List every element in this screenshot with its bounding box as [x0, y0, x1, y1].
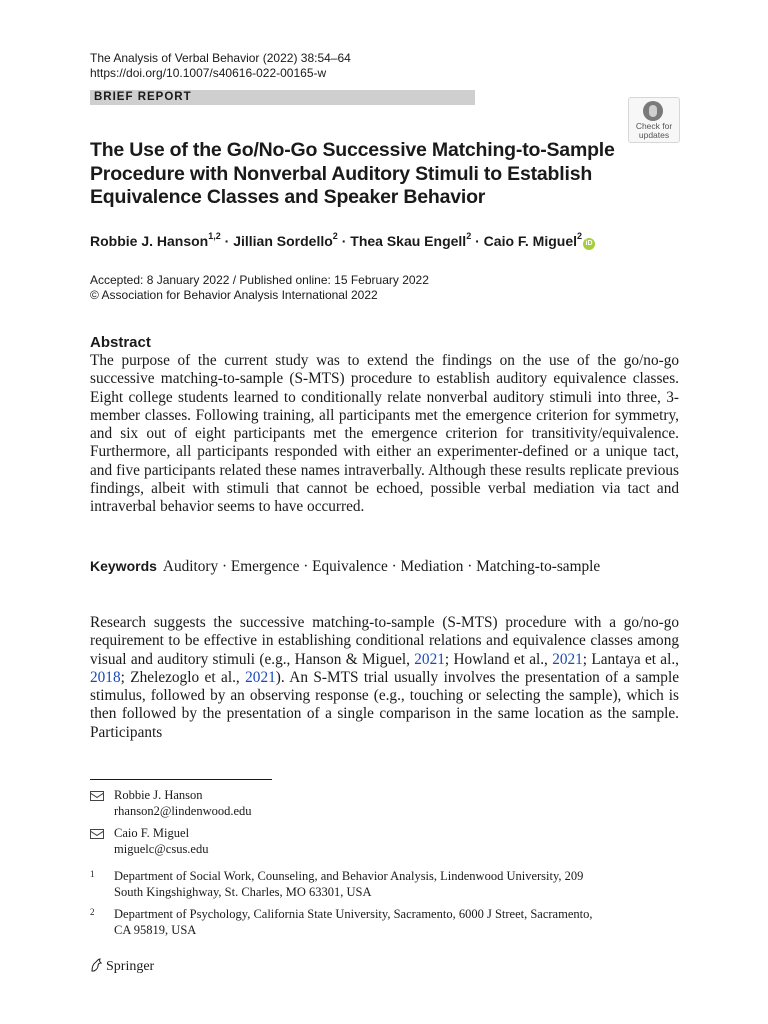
abstract-text: The purpose of the current study was to extend the findings on the use of the go/no-go successive matching-to-sample (S-MTS) procedure to establish auditory equivalence classes. Eight college students learned to conditionally relate nonverbal auditory stimuli into three, 3-member classes. Following training, all participants met the emergence criterion for symmetry, and six out of eight participants met the emergence criterion for transitivity/equivalence. Furthermore, all participants responded with either an experimenter-defined or a unique tact, and five participants related these names intraverbally. Although these results replicate previous findings, albeit with stimuli that cannot be echoed, possible verbal mediation via tact and intraverbal behavior seems to have occurred.	[90, 352, 679, 515]
author-name[interactable]: Thea Skau Engell	[350, 233, 467, 249]
author-separator: ·	[220, 233, 234, 249]
check-for-updates-badge[interactable]	[628, 97, 680, 143]
citation-link[interactable]: 2021	[552, 650, 583, 668]
publication-dates	[90, 273, 429, 303]
author-affiliation: 1,2	[208, 231, 221, 242]
orcid-icon[interactable]: iD	[583, 238, 595, 250]
contact-email[interactable]: rhanson2@lindenwood.edu	[114, 804, 252, 818]
contact-name: Caio F. Miguel	[114, 826, 190, 840]
abstract-heading: Abstract	[90, 334, 151, 351]
badge-text: Check for updates	[635, 121, 673, 140]
journal-header	[90, 51, 351, 81]
keywords	[90, 557, 600, 576]
publisher-name: Springer	[106, 959, 155, 974]
keywords-label: Keywords	[90, 558, 157, 574]
check-updates-icon	[643, 101, 663, 121]
author-separator: ·	[471, 233, 484, 249]
affiliation-1: Department of Social Work, Counseling, and Behavior Analysis, Lindenwood University, 209 South Kingshighway, St. Charles, MO 63301, USA	[114, 869, 584, 899]
doi-link[interactable]: https://doi.org/10.1007/s40616-022-00165-w	[90, 66, 327, 80]
affiliation-number: 1	[90, 869, 95, 879]
author-name[interactable]: Robbie J. Hanson	[90, 233, 209, 249]
article-title: The Use of the Go/No-Go Successive Matching-to-Sample Procedure with Nonverbal Auditory Stimuli to Establish Equivalence Classes and Speaker Behavior	[90, 139, 615, 208]
contact-name: Robbie J. Hanson	[114, 788, 203, 802]
author-affiliation: 2	[466, 231, 472, 242]
body-paragraph: Research suggests the successive matching-to-sample (S-MTS) procedure with a go/no-go requirement to be effective in establishing conditional relations and equivalence classes among visual and auditory stimuli (e.g., Hanson & Miguel, 2021; Howland et al., 2021; Lantaya et al., 2018; Zhelezoglo et al., 2021). An S-MTS trial usually involves the presentation of a sample stimulus, followed by an observing response (e.g., touching or selecting the sample), which is then followed by the presentation of a single comparison in the same location as the sample. Participants	[90, 614, 679, 741]
springer-horse-icon	[90, 958, 102, 972]
affiliation-2: Department of Psychology, California State University, Sacramento, 6000 J Street, Sacramento, CA 95819, USA	[114, 907, 593, 937]
author-affiliation: 2	[332, 231, 338, 242]
contact-author-2	[114, 825, 208, 857]
footnote-divider	[90, 779, 272, 780]
contact-email[interactable]: miguelc@csus.edu	[114, 842, 209, 856]
copyright-notice: © Association for Behavior Analysis International 2022	[90, 288, 378, 302]
journal-citation: The Analysis of Verbal Behavior (2022) 38:54–64	[90, 51, 351, 65]
author-name[interactable]: Jillian Sordello	[233, 233, 333, 249]
contact-author-1	[114, 787, 252, 819]
citation-link[interactable]: 2021	[414, 650, 445, 668]
keywords-list: Auditory · Emergence · Equivalence · Mediation · Matching-to-sample	[162, 558, 601, 575]
envelope-icon	[90, 829, 104, 839]
accepted-published-dates: Accepted: 8 January 2022 / Published online: 15 February 2022	[90, 273, 429, 287]
affiliation-number: 2	[90, 907, 95, 917]
author-list	[90, 232, 595, 250]
author-affiliation: 2	[577, 231, 583, 242]
report-type-label: BRIEF REPORT	[94, 91, 192, 103]
author-name[interactable]: Caio F. Miguel	[483, 233, 578, 249]
citation-link[interactable]: 2018	[90, 668, 121, 686]
publisher-logo	[90, 958, 154, 976]
citation-link[interactable]: 2021	[245, 668, 276, 686]
author-separator: ·	[337, 233, 351, 249]
envelope-icon	[90, 791, 104, 801]
